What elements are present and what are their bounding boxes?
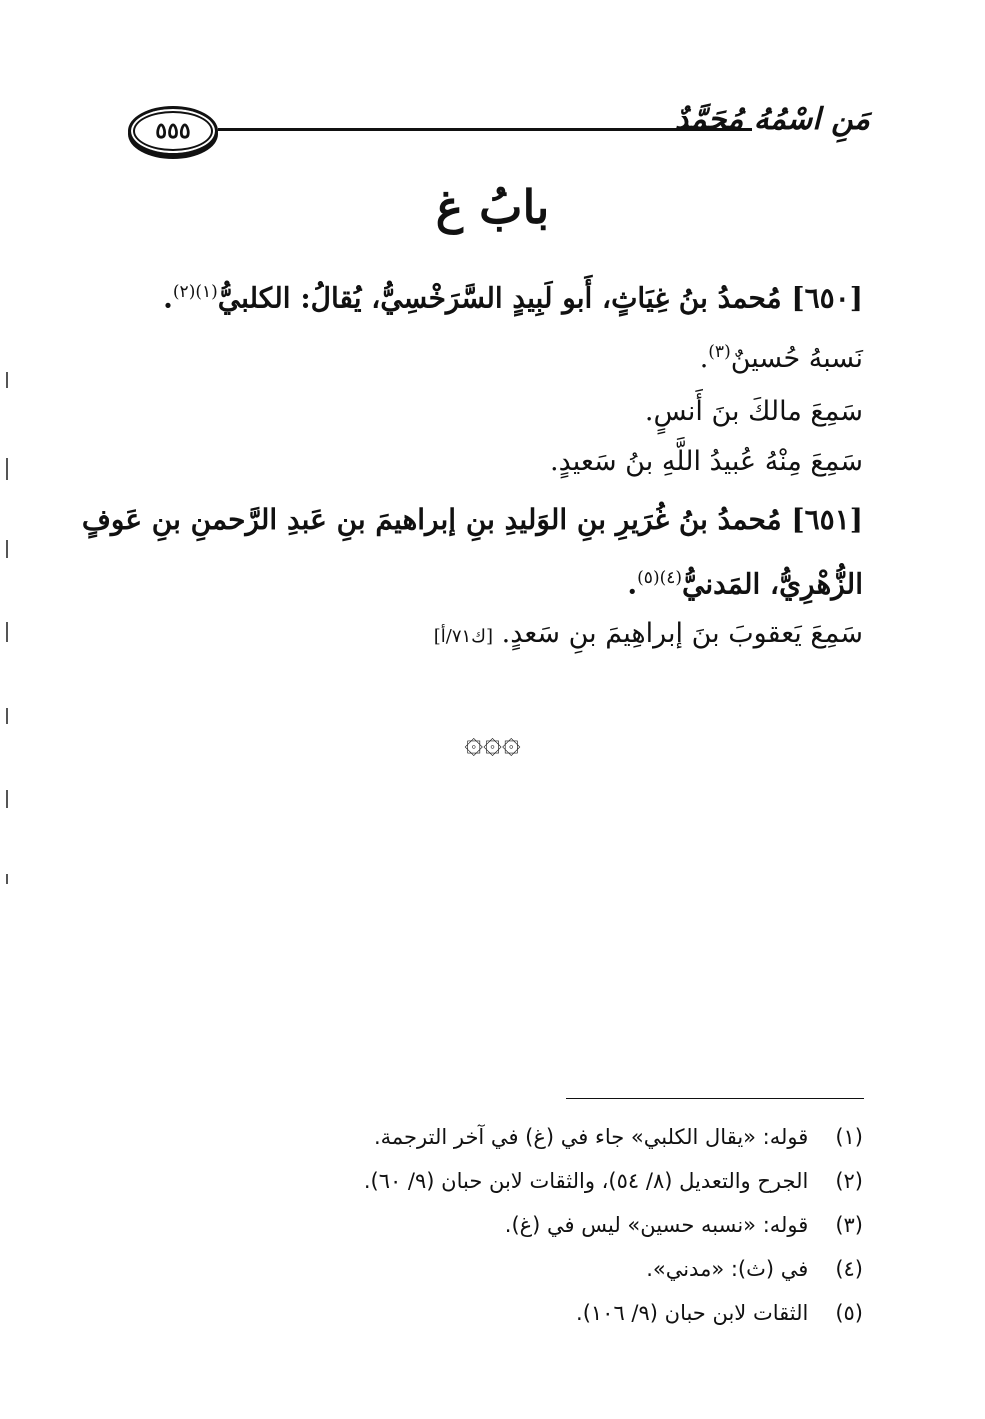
line-end: .	[699, 343, 709, 374]
running-title: مَنِ اسْمُهُ مُحَمَّدٌ	[674, 102, 870, 137]
scan-artifact	[6, 540, 8, 558]
footnote-number: (١)	[835, 1125, 863, 1149]
entry-651-line	[434, 614, 863, 657]
footnote-separator	[566, 1098, 864, 1099]
line-text: سَمِعَ مالكَ بنَ أَنسٍ.	[644, 396, 863, 427]
footnote-text: في (ث): «مدني».	[646, 1257, 809, 1281]
section-end-ornaments: ۞۞۞	[464, 722, 521, 760]
scan-artifact	[6, 874, 8, 884]
line-text: سَمِعَ يَعقوبَ بنَ إبراهِيمَ بنِ سَعدٍ.	[501, 618, 863, 649]
footnote-text: الثقات لابن حبان (٩/ ١٠٦).	[576, 1301, 809, 1325]
footnote-text: الجرح والتعديل (٨/ ٥٤)، والثقات لابن حبان (٩/ ٦٠).	[363, 1169, 809, 1193]
footnote	[576, 1298, 863, 1328]
footnote-number: (٣)	[835, 1213, 863, 1237]
entry-number: [٦٥١]	[791, 503, 863, 536]
chapter-title: بابُ غ	[435, 180, 550, 234]
line-text: سَمِعَ مِنْهُ عُبيدُ اللَّهِ بنُ سَعيدٍ.	[550, 446, 863, 477]
entry-650-heading	[163, 272, 863, 318]
scan-artifact	[6, 622, 8, 642]
entry-651-heading	[82, 500, 863, 540]
manuscript-folio-mark: [ك٧١/أ]	[433, 626, 494, 647]
entries-body	[81, 0, 863, 700]
scan-artifact	[6, 790, 8, 808]
entry-name-cont: الزُّهْرِيُّ، المَدنيُّ	[681, 567, 863, 601]
footnote-text: قوله: «نسبه حسين» ليس في (غ).	[504, 1213, 809, 1237]
entry-650-line	[550, 442, 863, 482]
line-text: نَسبهُ حُسينٌ	[730, 343, 863, 374]
entry-650-line	[645, 392, 863, 432]
footnote-number: (٤)	[835, 1257, 863, 1281]
entry-end: .	[627, 567, 638, 601]
page-number: ٥٥٥	[155, 118, 191, 144]
footnote-refs: (٤)(٥)	[637, 568, 682, 588]
entry-number: [٦٥٠]	[791, 281, 863, 315]
entry-end: .	[163, 281, 173, 315]
footnote-number: (٢)	[835, 1169, 863, 1193]
entry-name: مُحمدُ بنُ غُرَيرِ بنِ الوَليدِ بنِ إبراهيمَ بنِ عَبدِ الرَّحمنِ بنِ عَوفٍ	[81, 503, 782, 536]
entry-650-line	[700, 332, 863, 379]
scan-artifact	[6, 372, 8, 388]
footnote-refs: (١)(٢)	[172, 282, 218, 302]
scan-artifact	[6, 458, 8, 480]
footnote	[505, 1210, 863, 1240]
footnote	[364, 1166, 863, 1196]
scan-artifact	[6, 708, 8, 724]
footnote	[374, 1122, 863, 1152]
footnote-refs: (٣)	[708, 342, 731, 362]
entry-name: مُحمدُ بنُ غِيَاثٍ، أَبو لَبِيدٍ السَّرَخْسِيُّ، يُقالُ: الكلبيُّ	[217, 281, 782, 315]
footnote	[646, 1254, 863, 1284]
entry-651-heading-cont	[627, 558, 863, 604]
footnote-number: (٥)	[835, 1301, 863, 1325]
footnote-text: قوله: «يقال الكلبي» جاء في (غ) في آخر الترجمة.	[373, 1125, 809, 1149]
